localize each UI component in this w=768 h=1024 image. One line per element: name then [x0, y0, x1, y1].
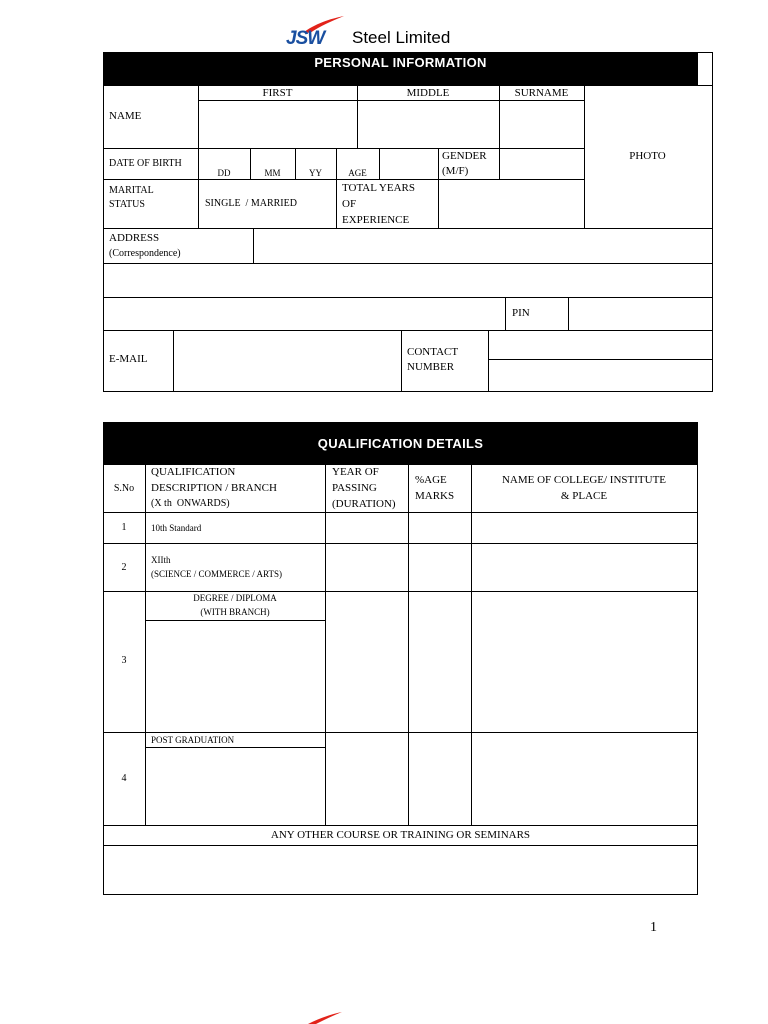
address-label-line2: (Correspondence) [109, 248, 181, 259]
col-college-line1: NAME OF COLLEGE/ INSTITUTE [501, 474, 667, 486]
photo-box[interactable] [585, 86, 712, 228]
address-field-line2[interactable] [104, 264, 711, 296]
row-2-marks-field[interactable] [409, 544, 470, 590]
first-name-field[interactable] [199, 101, 356, 147]
surname-label: SURNAME [514, 87, 569, 99]
personal-info-header: PERSONAL INFORMATION [103, 52, 698, 85]
pin-field[interactable] [569, 298, 711, 329]
jsw-swoosh-icon-footer [300, 1010, 360, 1024]
dob-label: DATE OF BIRTH [109, 158, 182, 169]
col-sno: S.No [113, 483, 135, 494]
row-2-desc-line2: (SCIENCE / COMMERCE / ARTS) [151, 569, 282, 579]
gender-label-line2: (M/F) [442, 165, 469, 177]
first-name-label: FIRST [262, 87, 293, 99]
age-field[interactable] [380, 149, 437, 178]
name-label: NAME [109, 110, 142, 122]
col-qualification-line1: QUALIFICATION [151, 466, 236, 478]
contact-label-line2: NUMBER [407, 361, 455, 373]
gender-label-line1: GENDER [442, 150, 487, 162]
col-year-line2: PASSING [332, 482, 377, 494]
col-marks-line1: %AGE [415, 474, 447, 486]
row-3-branch-field[interactable] [146, 621, 324, 731]
row-1-sno: 1 [121, 522, 127, 533]
row-4-desc: POST GRADUATION [151, 735, 235, 745]
row-2-college-field[interactable] [472, 544, 696, 590]
row-1-college-field[interactable] [472, 513, 696, 542]
marital-status-options[interactable]: SINGLE / MARRIED [205, 198, 297, 209]
dob-dd-label: DD [217, 168, 231, 178]
other-courses-label: ANY OTHER COURSE OR TRAINING OR SEMINARS [270, 829, 531, 841]
col-year-line3: (DURATION) [332, 498, 396, 510]
row-4-college-field[interactable] [472, 733, 696, 824]
row-2-year-field[interactable] [326, 544, 407, 590]
row-1-desc: 10th Standard [151, 523, 202, 533]
row-3-college-field[interactable] [472, 592, 696, 731]
contact-field-2[interactable] [489, 360, 711, 390]
row-3-desc-line1: DEGREE / DIPLOMA [193, 593, 277, 603]
marital-label-line2: STATUS [109, 199, 145, 210]
middle-name-field[interactable] [358, 101, 498, 147]
company-logo [284, 16, 474, 50]
middle-name-label: MIDDLE [406, 87, 450, 99]
qualification-header: QUALIFICATION DETAILS [103, 422, 698, 465]
surname-field[interactable] [500, 101, 583, 147]
photo-label: PHOTO [629, 150, 666, 162]
dob-mm-label: MM [264, 168, 281, 178]
email-field[interactable] [174, 331, 400, 390]
address-field-line1[interactable] [254, 229, 711, 262]
address-field-line3[interactable] [104, 298, 504, 329]
row-3-year-field[interactable] [326, 592, 407, 731]
logo-brand: JSW [286, 28, 325, 49]
experience-field[interactable] [439, 180, 583, 227]
gender-field[interactable] [500, 149, 583, 178]
row-3-marks-field[interactable] [409, 592, 470, 731]
address-label-line1: ADDRESS [109, 232, 160, 244]
other-courses-field[interactable] [104, 846, 696, 893]
row-1-year-field[interactable] [326, 513, 407, 542]
row-1-marks-field[interactable] [409, 513, 470, 542]
email-label: E-MAIL [109, 353, 148, 365]
col-qualification-line2: DESCRIPTION / BRANCH [151, 482, 277, 494]
contact-label-line1: CONTACT [407, 346, 459, 358]
row-3-sno: 3 [121, 655, 127, 666]
row-4-marks-field[interactable] [409, 733, 470, 824]
age-label: AGE [348, 168, 367, 178]
row-4-branch-field[interactable] [146, 748, 324, 824]
experience-label-line2: OF [342, 198, 357, 210]
logo-company-name: Steel Limited [352, 28, 451, 47]
contact-field-1[interactable] [489, 331, 711, 358]
col-college-line2: & PLACE [560, 490, 608, 502]
row-3-desc-line2: (WITH BRANCH) [200, 607, 270, 617]
dob-yy-label: YY [309, 168, 322, 178]
row-4-year-field[interactable] [326, 733, 407, 824]
row-4-sno: 4 [121, 773, 127, 784]
experience-label-line3: EXPERIENCE [342, 214, 410, 226]
marital-label-line1: MARITAL [109, 185, 154, 196]
row-2-sno: 2 [121, 562, 127, 573]
col-qualification-line3: (X th ONWARDS) [151, 498, 230, 509]
page-number: 1 [650, 920, 657, 935]
col-marks-line2: MARKS [415, 490, 455, 502]
pin-label: PIN [512, 307, 530, 319]
col-year-line1: YEAR OF [332, 466, 379, 478]
experience-label-line1: TOTAL YEARS [342, 182, 415, 194]
row-2-desc-line1: XIIth [151, 555, 171, 565]
